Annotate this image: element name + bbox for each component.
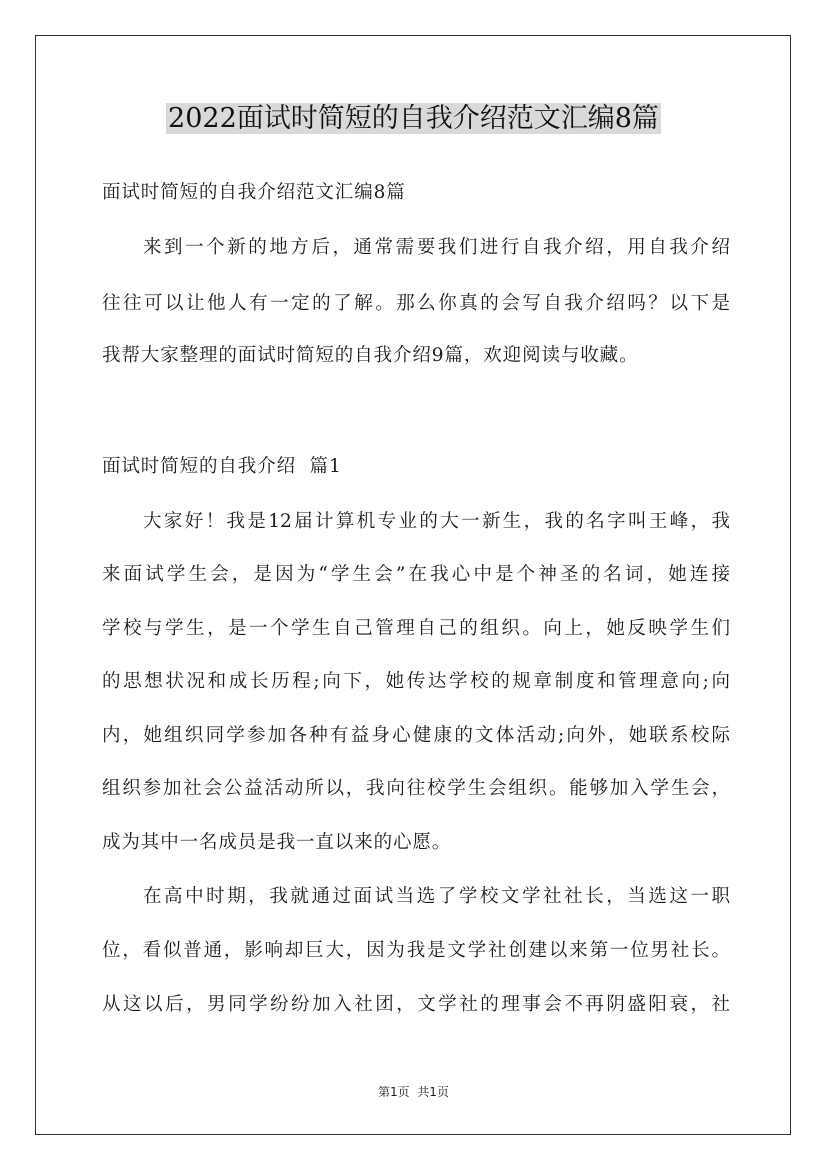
paragraph-line: 内，她组织同学参加各种有益身心健康的文体活动;向外，她联系校际: [102, 725, 730, 746]
page-number-text: 第1页 共1页: [378, 1085, 449, 1099]
paragraph-line: 组织参加社会公益活动所以，我向往校学生会组织。能够加入学生会，: [102, 778, 730, 799]
paragraph-line: 在高中时期，我就通过面试当选了学校文学社社长，当选这一职: [143, 886, 730, 907]
paragraph-line: 的思想状况和成长历程;向下，她传达学校的规章制度和管理意向;向: [102, 671, 730, 692]
intro-line-3: 我帮大家整理的面试时简短的自我介绍9篇，欢迎阅读与收藏。: [102, 345, 639, 366]
intro-line-1: 来到一个新的地方后，通常需要我们进行自我介绍，用自我介绍: [143, 237, 730, 258]
paragraph-line: 成为其中一名成员是我一直以来的心愿。: [102, 832, 452, 853]
paragraph-line: 从这以后，男同学纷纷加入社团，文学社的理事会不再阴盛阳衰，社: [102, 994, 730, 1015]
paragraph-line: 来面试学生会，是因为“学生会”在我心中是个神圣的名词，她连接: [102, 564, 730, 585]
document-title-text: 2022面试时简短的自我介绍范文汇编8篇: [168, 103, 659, 134]
paragraph-line: 位，看似普通，影响却巨大，因为我是文学社创建以来第一位男社长。: [102, 940, 730, 961]
page-number: [0, 1083, 827, 1100]
section-heading: 面试时简短的自我介绍 篇1: [102, 456, 342, 477]
document-subtitle: 面试时简短的自我介绍范文汇编8篇: [102, 182, 406, 203]
paragraph-line: 大家好！我是12届计算机专业的大一新生，我的名字叫王峰，我: [143, 511, 730, 532]
document-title: [0, 97, 827, 141]
intro-line-2: 往往可以让他人有一定的了解。那么你真的会写自我介绍吗？以下是: [102, 293, 730, 314]
paragraph-line: 学校与学生，是一个学生自己管理自己的组织。向上，她反映学生们: [102, 618, 730, 639]
